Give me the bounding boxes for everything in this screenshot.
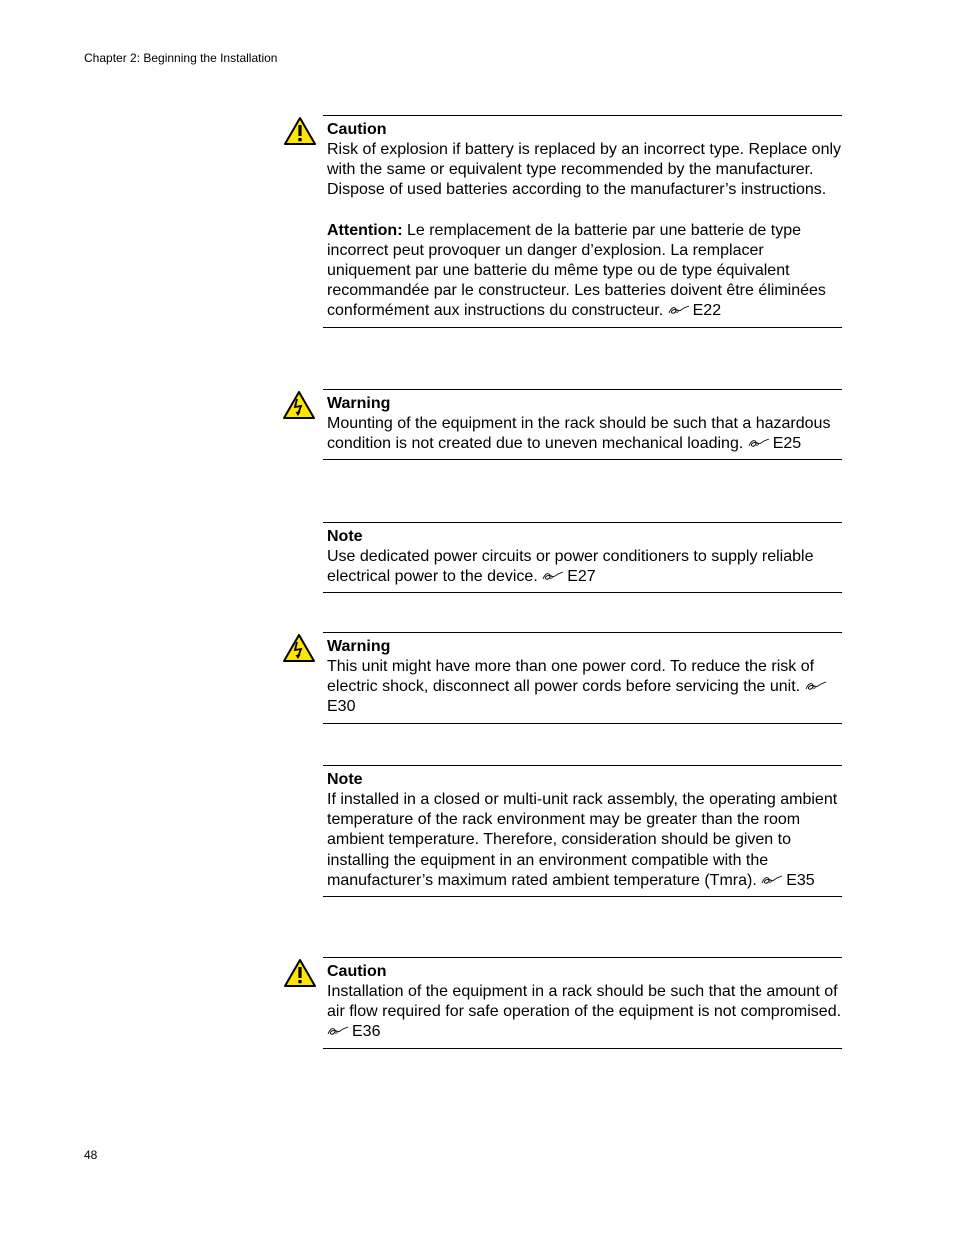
attention-body: Le remplacement de la batterie par une batterie de type incorrect peut provoquer un danger d’explosion. La remplacer uniquement par une batterie du même type ou de type équivalent recommandée par le constructeur. Les batteries doivent être éliminées conformément aux instructions du constructeur. <box>327 221 826 320</box>
notice-body <box>327 790 842 891</box>
notice-title: Note <box>327 771 363 788</box>
notice-title: Warning <box>327 395 391 412</box>
reference-code: E35 <box>786 871 815 889</box>
reference-mark-icon <box>761 875 783 885</box>
caution-triangle-icon <box>283 116 317 146</box>
notice-body: Risk of explosion if battery is replaced by an incorrect type. Replace only with the same or equivalent type recommended by the manufacturer. Dispose of used batteries according to the manufacturer’s instructions. <box>327 141 842 199</box>
note-power-circuits <box>323 522 842 593</box>
caution-notice-battery <box>323 115 842 328</box>
notice-title: Warning <box>327 638 391 655</box>
notice-title: Note <box>327 528 363 545</box>
reference-mark-icon <box>542 571 564 581</box>
notice-attention <box>327 221 842 322</box>
reference-mark-icon <box>668 305 690 315</box>
notice-body-text: If installed in a closed or multi-unit rack assembly, the operating ambient temperature of the rack environment may be greater than the room ambient temperature. Therefore, consideration should be given to installing the equipment in an environment compatible with the manufacturer’s maximum rated ambient temperature (Tmra). <box>327 791 838 889</box>
attention-label: Attention: <box>327 221 403 239</box>
notice-title: Caution <box>327 963 387 980</box>
reference-mark-icon <box>805 681 827 691</box>
notice-body <box>327 982 842 1043</box>
note-ambient-temperature <box>323 765 842 897</box>
reference-code: E22 <box>692 302 722 320</box>
reference-mark-icon <box>748 438 770 448</box>
reference-code: E27 <box>567 568 596 586</box>
notice-body-text: Installation of the equipment in a rack should be such that the amount of air flow required for safe operation of the equipment is not compromised. <box>327 983 842 1021</box>
notice-body-text: Mounting of the equipment in the rack should be such that a hazardous condition is not created due to uneven mechanical loading. <box>327 415 831 453</box>
page-number: 48 <box>84 1148 98 1162</box>
notice-body-text: This unit might have more than one power cord. To reduce the risk of electric shock, disconnect all power cords before servicing the unit. <box>327 658 815 696</box>
notice-body <box>327 657 842 718</box>
notice-body <box>327 414 842 454</box>
notice-body <box>327 547 842 587</box>
caution-notice-airflow <box>323 957 842 1049</box>
reference-mark-icon <box>327 1026 349 1036</box>
running-header: Chapter 2: Beginning the Installation <box>84 51 278 65</box>
notice-body-text: Use dedicated power circuits or power conditioners to supply reliable electrical power to the device. <box>327 548 814 586</box>
reference-code: E25 <box>772 435 802 453</box>
electrical-hazard-icon <box>282 390 316 420</box>
notice-title: Caution <box>327 121 387 138</box>
reference-code: E30 <box>327 698 356 716</box>
warning-notice-mounting <box>323 389 842 460</box>
electrical-hazard-icon <box>282 633 316 663</box>
caution-triangle-icon <box>283 958 317 988</box>
warning-notice-power-cord <box>323 632 842 724</box>
reference-code: E36 <box>352 1023 381 1041</box>
